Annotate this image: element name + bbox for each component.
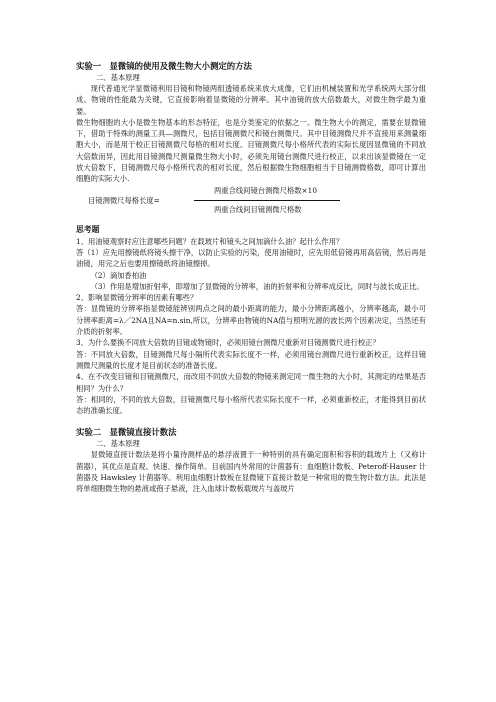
section1-title: 实验一 显微镜的使用及微生物大小测定的方法 bbox=[76, 61, 252, 71]
formula-lhs: 目镜测微尺每格长度= bbox=[88, 195, 160, 205]
question-line: 1、用油镜观察时应注意哪些问题？在载玻片和镜头之间加滴什么油？起什么作用？ bbox=[76, 236, 344, 246]
question-line: 3、为什么要换不同放大倍数的目镜或物镜时，必须用镜台测微尺重新对目镜测微尺进行校正？ bbox=[76, 338, 380, 348]
section2-title: 实验二 显微镜直接计数法 bbox=[76, 427, 177, 438]
section1-subtitle: 二、基本原理 bbox=[96, 73, 140, 82]
answer-line: （3）作用是增加折射率，即增加了显微镜的分辨率，油的折射率和分辨率成反比，同时与波长成正比。 bbox=[90, 281, 424, 291]
section2-paragraph: 显微镜直接计数法是将小量待测样品的悬浮液置于一种特别的具有确定面积和容积的载玻片上（又称计菌器），其优点是直观、快速、操作简单。目前国内外常用的计菌器有：血细胞计数板、Peteroff-Hauser 计菌器及 Hawksley 计菌器等。利用血细胞计数板在显微镜下直接计数是一种常用的微生物计数方法。此法是将单细胞微生物的悬液或孢子悬液，注入血球计数板载玻片与盖玻片 bbox=[76, 450, 426, 494]
questions-heading: 思考题 bbox=[76, 224, 100, 234]
answer-line: 答（1）应先用擦镜纸将镜头擦干净，以防止实验的污染，使用油镜时，应先用低倍镜再用高倍镜，然后再是油镜，用完之后也要用擦镜纸将油镜擦掉。 bbox=[76, 247, 426, 269]
document-page bbox=[76, 60, 426, 495]
formula-numerator: 两重合线间镜台测微尺格数×10 bbox=[214, 185, 317, 195]
fraction-bar bbox=[194, 200, 340, 201]
section1-paragraph-1: 现代普通光学显微镜利用目镜和物镜两组透镜系统来放大成像，它们由机械装置和光学系统两大部分组成。物镜的性能最为关键，它直接影响着显微镜的分辨率。其中油镜的放大倍数最大，对微生物学最为重要。 bbox=[76, 84, 426, 116]
question-line: 4、在不改变目镜和目镜测微尺，而改用不同放大倍数的物镜来测定同一微生物的大小时，其测定的结果是否相同？为什么？ bbox=[76, 372, 426, 393]
answer-line: 答：显微镜的分辨率指显微镜能辨别两点之间的最小距离的能力，最小分辨距离越小，分辨率越高，最小可分辨率距离=λ／2NA且NA=n.sin,所以，分辨率由物镜的NA值与照明光源的波长两个因素决定，当然还有介质的折射率。 bbox=[76, 304, 426, 337]
section2-subtitle: 二、基本原理 bbox=[96, 439, 140, 449]
section1-paragraph-2: 微生物细胞的大小是微生物基本的形态特征，也是分类鉴定的依据之一。微生物大小的测定，需要在显微镜下，借助于特殊的测量工具—测微尺，包括目镜测微尺和镜台测微尺。其中目镜测微尺并不直接用来测量细胞大小，而是用于校正目镜测微尺每格的相对长度。目镜测微尺每小格所代表的实际长度因显微镜的不同放大倍数而异，因此用目镜测微尺测量微生物大小时，必须先用镜台测微尺进行校正，以求出该显微镜在一定放大倍数下，目镜测微尺每小格所代表的相对长度，然后根据微生物细胞相当于目镜测微格数，即可计算出细胞的实际大小. bbox=[76, 117, 426, 184]
question-line: 2、影响显微镜分辨率的因素有哪些？ bbox=[76, 293, 198, 303]
answer-line: （2）滴加香柏油 bbox=[90, 270, 147, 280]
calibration-formula bbox=[76, 186, 426, 216]
answer-line: 答：相同的，不同的放大倍数，目镜测微尺每小格所代表实际长度不一样，必须重新校正，才能得到目前状态的准确长度。 bbox=[76, 394, 426, 416]
formula-denominator: 两重合线间目镜测微尺格数 bbox=[214, 204, 302, 214]
section-gap bbox=[76, 416, 426, 426]
answer-line: 答：不同放大倍数，目镜测微尺每小隔所代表实际长度不一样，必须用镜台测微尺进行重新校正，这样目镜测微尺测量的长度才是目前状态的准备长度。 bbox=[76, 349, 426, 370]
